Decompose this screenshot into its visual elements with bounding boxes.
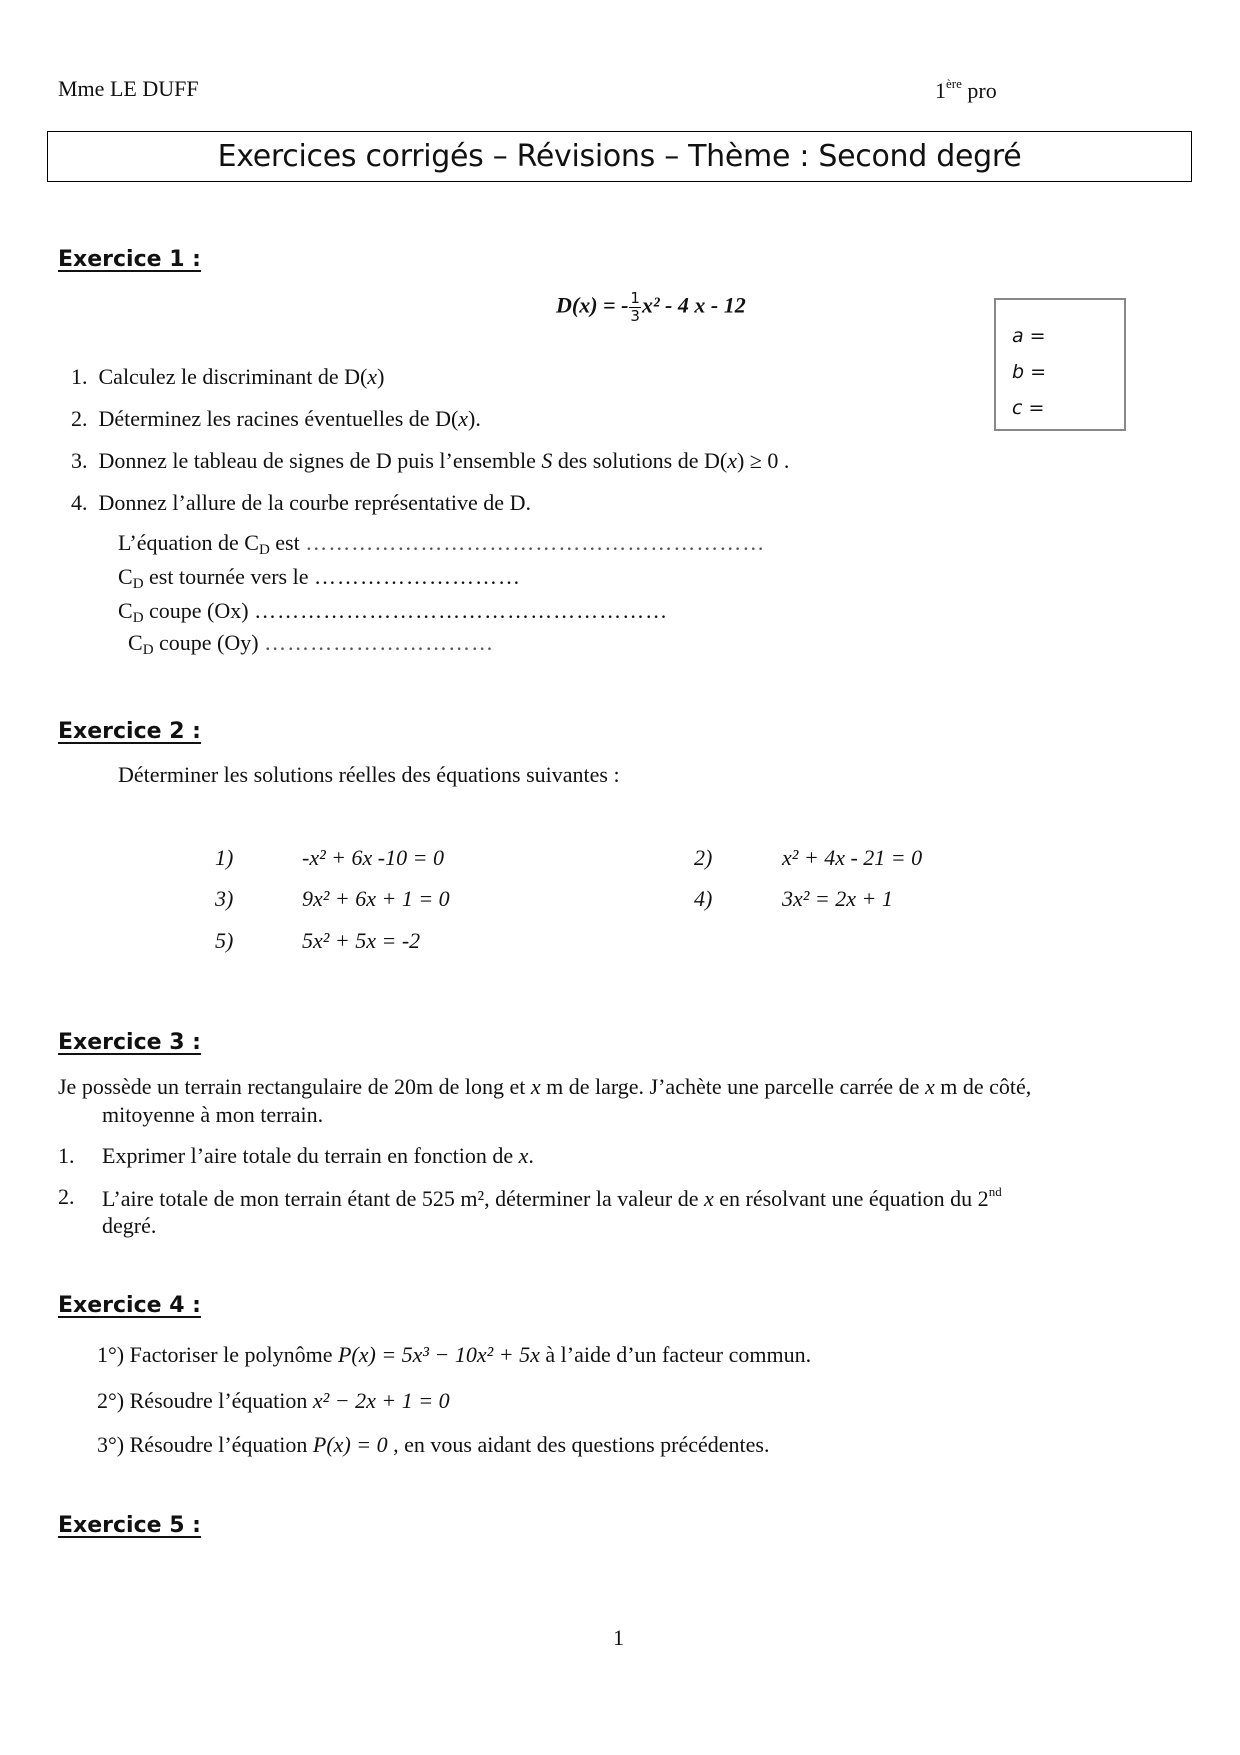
equation: P(x) = 0 xyxy=(312,1432,388,1457)
subscript-d: D xyxy=(132,610,144,626)
ex4-question-2 xyxy=(97,1388,450,1414)
question-end: ) ≥ 0 . xyxy=(736,448,790,473)
superscript-nd: nd xyxy=(988,1184,1002,1199)
question-number: 4. xyxy=(71,490,88,515)
ex3-question-2-num: 2. xyxy=(58,1184,75,1209)
intro-text-a: Je possède un terrain rectangulaire de 20m de long et xyxy=(58,1074,531,1099)
subscript-d: D xyxy=(258,542,270,558)
fill-line-oy xyxy=(128,630,494,659)
ex2-eq-2-label: 2) xyxy=(694,845,713,870)
fill-label-end: est tournée vers le xyxy=(143,564,309,589)
ex4-question-3 xyxy=(97,1432,769,1458)
ex2-eq-3: 9x² + 6x + 1 = 0 xyxy=(302,886,450,911)
ex1-question-2 xyxy=(71,406,481,432)
variable-x: x xyxy=(367,364,378,389)
ex2-intro: Déterminer les solutions réelles des équations suivantes : xyxy=(118,762,620,787)
question-text: L’aire totale de mon terrain étant de 525 m², déterminer la valeur de xyxy=(102,1186,704,1211)
question-number: 2. xyxy=(71,406,88,431)
ex2-eq-4-label: 4) xyxy=(694,886,713,911)
ex3-intro-line2: mitoyenne à mon terrain. xyxy=(102,1102,324,1127)
question-text-b: en résolvant une équation du 2 xyxy=(713,1186,989,1211)
coef-b: b = xyxy=(1012,361,1047,383)
question-number: 3. xyxy=(71,448,88,473)
question-text-b: des solutions de D( xyxy=(552,448,728,473)
ex1-question-1 xyxy=(71,364,384,390)
question-number: 1. xyxy=(71,364,88,389)
class-level xyxy=(935,76,997,104)
exercise-3-heading: Exercice 3 : xyxy=(58,1030,201,1055)
ex1-question-3 xyxy=(71,448,789,474)
ex2-eq-5: 5x² + 5x = -2 xyxy=(302,928,421,953)
ex2-eq-2: x² + 4x - 21 = 0 xyxy=(782,845,923,870)
question-text: Donnez le tableau de signes de D puis l’ensemble xyxy=(98,448,542,473)
coef-a: a = xyxy=(1012,325,1046,347)
variable-x: x xyxy=(727,448,737,473)
question-end: ) xyxy=(377,364,385,389)
variable-x: x xyxy=(924,1074,935,1099)
ex3-intro xyxy=(58,1074,1031,1100)
answer-blank[interactable]: ………………………… xyxy=(264,630,495,655)
exercise-4-heading: Exercice 4 : xyxy=(58,1293,201,1318)
exercise-1-heading: Exercice 1 : xyxy=(58,247,201,272)
page-title: Exercices corrigés – Révisions – Thème : Second degré xyxy=(217,139,1022,174)
question-text: 1°) Factoriser le polynôme xyxy=(97,1342,338,1367)
question-end: à l’aide d’un facteur commun. xyxy=(539,1342,812,1367)
teacher-name: Mme LE DUFF xyxy=(58,76,199,101)
equation: x² − 2x + 1 = 0 xyxy=(312,1388,450,1413)
equation-lhs: D(x) = - xyxy=(556,292,629,318)
exercise-2-heading: Exercice 2 : xyxy=(58,719,201,744)
question-text: 2°) Résoudre l’équation xyxy=(97,1388,313,1413)
function-d-equation xyxy=(556,290,746,325)
ex3-question-1-num: 1. xyxy=(58,1143,75,1168)
question-text: Calculez le discriminant de D( xyxy=(98,364,368,389)
fill-label: L’équation de C xyxy=(118,530,259,555)
answer-blank[interactable]: …………………………………………………… xyxy=(305,530,766,555)
question-end: . xyxy=(528,1143,534,1168)
fill-label-end: coupe (Ox) xyxy=(143,598,249,623)
subscript-d: D xyxy=(142,642,154,658)
ex2-eq-1-label: 1) xyxy=(215,845,234,870)
answer-blank[interactable]: ……………………………………………… xyxy=(254,598,669,623)
ex1-question-4 xyxy=(71,490,531,516)
question-text: 3°) Résoudre l’équation xyxy=(97,1432,313,1457)
ex2-eq-5-label: 5) xyxy=(215,928,234,953)
fraction-one-third xyxy=(629,290,641,325)
question-text: Exprimer l’aire totale du terrain en fonction de xyxy=(102,1143,519,1168)
fill-label: C xyxy=(118,564,133,589)
question-end: ). xyxy=(468,406,481,431)
coefficients-box xyxy=(994,298,1126,431)
coef-c: c = xyxy=(1012,397,1045,419)
title-box xyxy=(47,131,1192,182)
question-end: , en vous aidant des questions précédentes. xyxy=(387,1432,770,1457)
intro-text-c: m de côté, xyxy=(934,1074,1032,1099)
variable-x: x xyxy=(703,1186,714,1211)
question-text: Donnez l’allure de la courbe représentative de D. xyxy=(98,490,531,515)
intro-text-b: m de large. J’achète une parcelle carrée de xyxy=(540,1074,925,1099)
ex4-question-1 xyxy=(97,1342,811,1368)
answer-blank[interactable]: ……………………… xyxy=(313,564,521,589)
fill-label: C xyxy=(118,598,133,623)
variable-x: x xyxy=(518,1143,529,1168)
fraction-denominator: 3 xyxy=(630,307,640,325)
class-level-word: pro xyxy=(967,78,997,103)
fill-line-equation xyxy=(118,530,765,559)
variable-x: x xyxy=(458,406,469,431)
class-level-num: 1 xyxy=(935,78,946,103)
equation-rhs: x² - 4 x - 12 xyxy=(641,292,746,318)
polynomial-p: P(x) = 5x³ − 10x² + 5x xyxy=(337,1342,540,1367)
exercise-5-heading: Exercice 5 : xyxy=(58,1513,201,1538)
fill-line-orientation xyxy=(118,564,521,593)
variable-x: x xyxy=(530,1074,541,1099)
fill-line-ox xyxy=(118,598,668,627)
ex3-question-1 xyxy=(102,1143,534,1169)
ex2-eq-4: 3x² = 2x + 1 xyxy=(782,886,893,911)
fraction-numerator: 1 xyxy=(630,289,640,307)
fill-label-end: est xyxy=(269,530,300,555)
variable-s: S xyxy=(541,448,553,473)
ex3-question-2 xyxy=(102,1184,1002,1212)
ex3-question-2-line2: degré. xyxy=(102,1213,157,1238)
page-number: 1 xyxy=(613,1625,624,1650)
subscript-d: D xyxy=(132,576,144,592)
ex2-eq-1: -x² + 6x -10 = 0 xyxy=(302,845,444,870)
ex2-eq-3-label: 3) xyxy=(215,886,234,911)
fill-label-end: coupe (Oy) xyxy=(153,630,259,655)
class-level-sup: ère xyxy=(946,76,962,91)
fill-label: C xyxy=(128,630,143,655)
question-text: Déterminez les racines éventuelles de D( xyxy=(98,406,459,431)
